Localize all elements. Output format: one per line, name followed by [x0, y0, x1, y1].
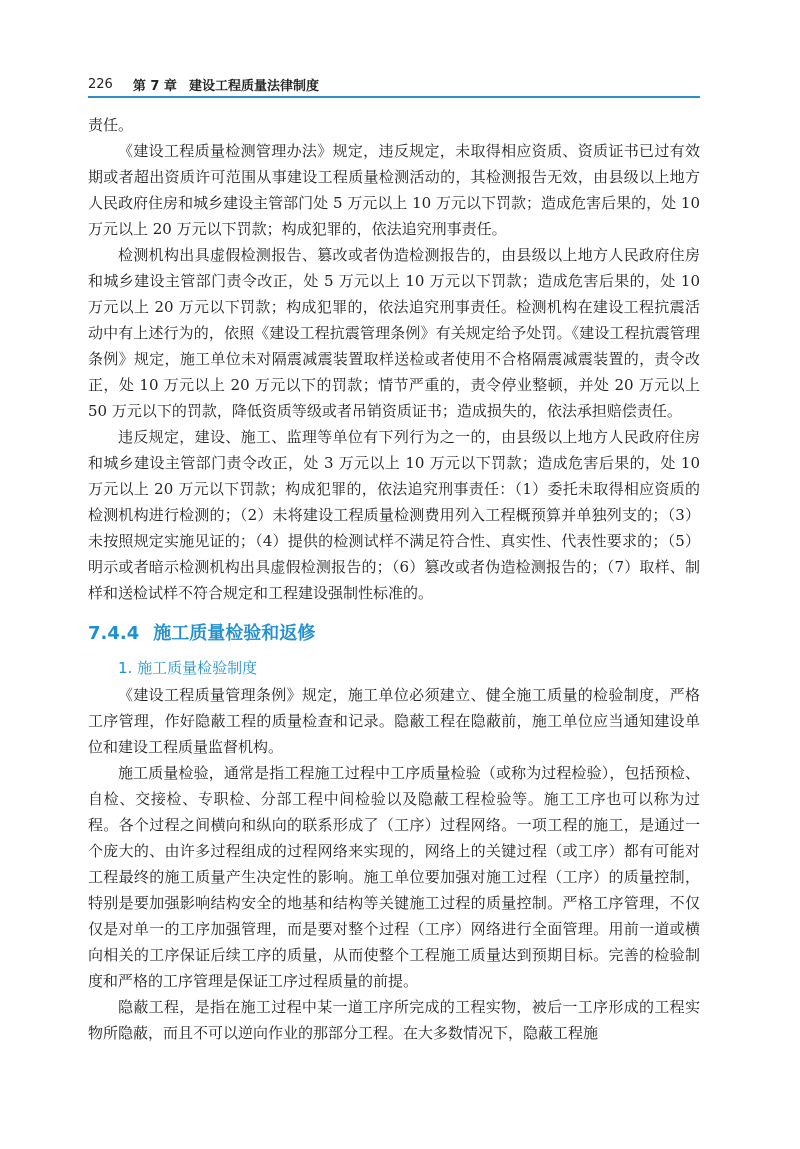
page-number: 226	[88, 76, 113, 92]
paragraph: 违反规定，建设、施工、监理等单位有下列行为之一的，由县级以上地方人民政府住房和城乡建设主管部门责令改正，处 3 万元以上 10 万元以下罚款；造成危害后果的，处 10 万元以上 20 万元以下罚款；构成犯罪的，依法追究刑事责任：（1）委托未取得相应资质的检测机构进行检测的；（2）未将建设工程质量检测费用列入工程概预算并单独列支的；（3）未按照规定实施见证的；（4）提供的检测试样不满足符合性、真实性、代表性要求的；（5）明示或者暗示检测机构出具虚假检测报告的；（6）篡改或者伪造检测报告的；（7）取样、制样和送检试样不符合规定和工程建设强制性标准的。	[88, 428, 700, 602]
paragraph: 《建设工程质量管理条例》规定，施工单位必须建立、健全施工质量的检验制度，严格工序管理，作好隐蔽工程的质量检查和记录。隐蔽工程在隐蔽前，施工单位应当通知建设单位和建设工程质量监督机构。	[88, 686, 700, 756]
chapter-number: 第 7 章	[132, 78, 177, 94]
section-heading	[88, 620, 700, 648]
paragraph: 施工质量检验，通常是指工程施工过程中工序质量检验（或称为过程检验），包括预检、自检、交接检、专职检、分部工程中间检验以及隐蔽工程检验等。施工工序也可以称为过程。各个过程之间横向和纵向的联系形成了（工序）过程网络。一项工程的施工，是通过一个庞大的、由许多过程组成的过程网络来实现的，网络上的关键过程（或工序）都有可能对工程最终的施工质量产生决定性的影响。施工单位要加强对施工过程（工序）的质量控制，特别是要加强影响结构安全的地基和结构等关键施工过程的质量控制。严格工序管理，不仅仅是对单一的工序加强管理，而是要对整个过程（工序）网络进行全面管理。用前一道或横向相关的工序保证后续工序的质量，从而使整个工程施工质量达到预期目标。完善的检验制度和严格的工序管理是保证工序过程质量的前提。	[88, 764, 700, 990]
chapter-title: 建设工程质量法律制度	[188, 78, 319, 94]
header-rule	[88, 96, 700, 98]
paragraph: 《建设工程质量检测管理办法》规定，违反规定，未取得相应资质、资质证书已过有效期或者超出资质许可范围从事建设工程质量检测活动的，其检测报告无效，由县级以上地方人民政府住房和城乡建设主管部门处 5 万元以上 10 万元以下罚款；造成危害后果的，处 10 万元以上 20 万元以下罚款；构成犯罪的，依法追究刑事责任。	[88, 142, 700, 238]
paragraph: 隐蔽工程，是指在施工过程中某一道工序所完成的工程实物，被后一工序形成的工程实物所隐蔽，而且不可以逆向作业的那部分工程。在大多数情况下，隐蔽工程施	[88, 998, 700, 1042]
running-header	[88, 74, 319, 94]
page-body	[88, 112, 700, 1046]
section-number: 7.4.4	[88, 623, 140, 644]
paragraph-continuation: 责任。	[88, 116, 134, 134]
paragraph: 检测机构出具虚假检测报告、篡改或者伪造检测报告的，由县级以上地方人民政府住房和城乡建设主管部门责令改正，处 5 万元以上 10 万元以下罚款；造成危害后果的，处 10 万元以上 20 万元以下罚款；构成犯罪的，依法追究刑事责任。检测机构在建设工程抗震活动中有上述行为的，依照《建设工程抗震管理条例》有关规定给予处罚。《建设工程抗震管理条例》规定，施工单位未对隔震减震装置取样送检或者使用不合格隔震减震装置的，责令改正，处 10 万元以上 20 万元以下的罚款；情节严重的，责令停业整顿，并处 20 万元以上 50 万元以下的罚款，降低资质等级或者吊销资质证书；造成损失的，依法承担赔偿责任。	[88, 246, 700, 420]
section-title: 施工质量检验和返修	[153, 623, 316, 644]
subsection-heading: 1. 施工质量检验制度	[118, 659, 258, 677]
